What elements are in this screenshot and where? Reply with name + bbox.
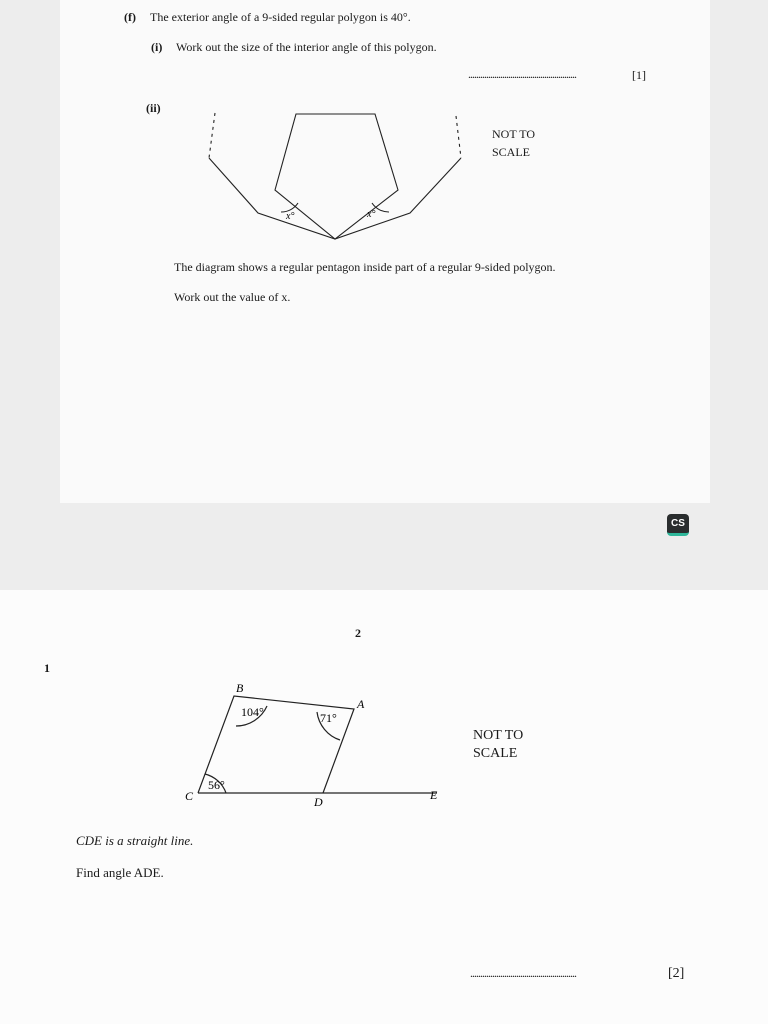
marks-i: [1] bbox=[632, 68, 646, 82]
part-f-label: (f) bbox=[124, 10, 136, 24]
angle-label-right: x° bbox=[367, 209, 376, 220]
part-i-label: (i) bbox=[151, 40, 163, 54]
angle-label-a: 71° bbox=[320, 711, 337, 725]
camscanner-badge: CS bbox=[667, 514, 689, 536]
question-number: 1 bbox=[44, 661, 50, 675]
angle-label-b: 104° bbox=[241, 705, 264, 719]
vertex-label-e: E bbox=[430, 788, 438, 802]
instruction-find-angle: Find angle ADE. bbox=[76, 865, 164, 880]
vertex-label-d: D bbox=[314, 795, 323, 809]
not-to-scale-line2: SCALE bbox=[492, 145, 531, 159]
vertex-label-c: C bbox=[185, 789, 194, 803]
part-ii-instruction: Work out the value of x. bbox=[174, 290, 291, 304]
not-to-scale-line1-q1: NOT TO bbox=[473, 728, 524, 743]
statement-cde: CDE is a straight line. bbox=[76, 833, 194, 848]
angle-label-c: 56° bbox=[208, 778, 225, 792]
answer-line-i[interactable]: ...................................................... bbox=[468, 67, 576, 81]
vertex-label-b: B bbox=[236, 681, 244, 695]
part-f-stem: The exterior angle of a 9-sided regular polygon is 40°. bbox=[150, 10, 411, 24]
part-ii-label: (ii) bbox=[146, 101, 161, 115]
part-i-question: Work out the size of the interior angle of this polygon. bbox=[176, 40, 437, 54]
angle-label-left: x° bbox=[286, 211, 295, 222]
not-to-scale-line1: NOT TO bbox=[492, 127, 536, 141]
answer-line-q1[interactable]: ..................................................... bbox=[470, 966, 576, 980]
part-ii-description: The diagram shows a regular pentagon inside part of a regular 9-sided polygon. bbox=[174, 260, 556, 274]
marks-q1: [2] bbox=[668, 966, 685, 981]
vertex-label-a: A bbox=[357, 697, 365, 711]
not-to-scale-line2-q1: SCALE bbox=[473, 746, 518, 761]
page-number: 2 bbox=[355, 626, 361, 640]
